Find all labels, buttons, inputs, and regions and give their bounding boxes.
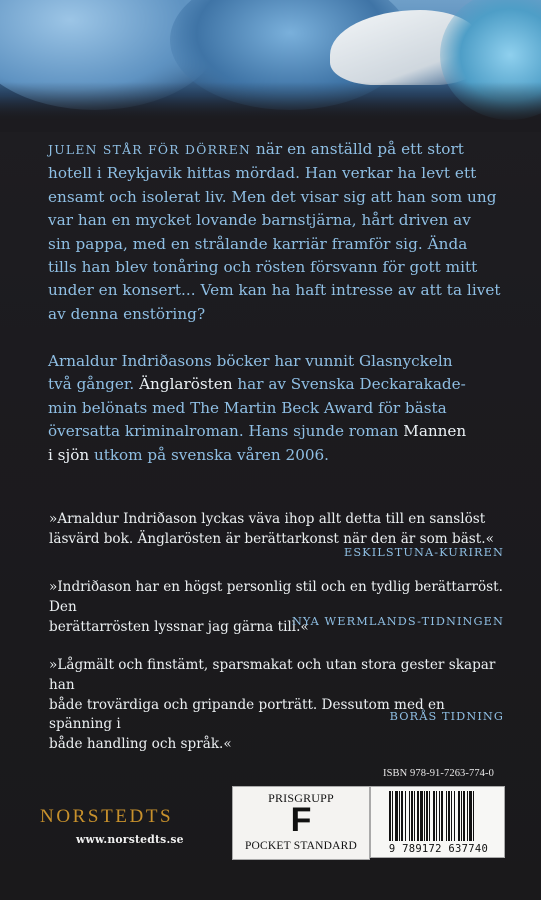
- barcode-bar: [439, 791, 440, 841]
- review-quote: »Lågmält och finstämt, sparsmakat och utan stora gester skapar han både trovärdiga och gripande porträtt. Dessutom med en spänning i både handling och språk.«: [49, 657, 496, 753]
- barcode-bar: [417, 791, 419, 841]
- book-title-i-sjon: i sjön: [48, 445, 90, 464]
- barcode-bar: [454, 791, 455, 841]
- author-info-text: Arnaldur Indriðasons böcker har vunnit Glasnyckeln två gånger. Änglarösten har av Svenska Deckarakade- min belönats med The Martin Beck Award för bästa översatta kriminalroman. Hans sjunde roman Mannen i sjön utkom på svenska våren 2006.: [48, 352, 467, 464]
- barcode-bar: [441, 791, 443, 841]
- barcode-bar: [446, 791, 447, 841]
- isbn-number: ISBN 978-91-7263-774-0: [383, 768, 494, 779]
- barcode-bar: [405, 791, 406, 841]
- barcode-bar: [448, 791, 450, 841]
- barcode-bar: [467, 791, 468, 841]
- book-title-anglarosten: Änglarösten: [139, 375, 233, 394]
- barcode-bar: [461, 791, 462, 841]
- review-quote: »Indriðason har en högst personlig stil och en tydlig berättarröst. Den berättarrösten lyssnar jag gärna till.«: [49, 579, 503, 635]
- review-quote: »Arnaldur Indriðason lyckas väva ihop allt detta till en sanslöst läsvärd bok. Änglarösten är berättarkonst när den är som bäst.«: [49, 511, 494, 547]
- price-group-box: [232, 786, 370, 860]
- photo-fade: [0, 82, 541, 132]
- barcode-bar: [401, 791, 403, 841]
- barcode-bar: [433, 791, 435, 841]
- book-title-mannen: Mannen: [403, 422, 467, 441]
- barcode-bar: [409, 791, 410, 841]
- price-group-letter: F: [290, 801, 312, 839]
- barcode-digits: 9 789172 637740: [388, 843, 489, 855]
- barcode-bar: [424, 791, 425, 841]
- barcode-bar: [473, 791, 474, 841]
- ice-cave-photo: [0, 0, 541, 120]
- barcode-bar: [389, 791, 391, 841]
- synopsis-text: JULEN STÅR FÖR DÖRREN när en anställd på ett stort hotell i Reykjavik hittas mördad. Han verkar ha levt ett ensamt och isolerat liv. Men det visar sig att han som ung var han en mycket lovande barnstjärna, hårt driven av sin pappa, med en strålande karriär framför sig. Ända tills han blev tonåring och rösten försvann för gott mitt under en konsert... Vem kan ha haft intresse av att ta livet av denna enstöring?: [48, 140, 501, 323]
- price-group-label: PRISGRUPP: [268, 791, 334, 805]
- barcode-bar: [429, 791, 430, 841]
- barcode-bars: [389, 791, 489, 841]
- barcode-bar: [392, 791, 393, 841]
- barcode-bar: [395, 791, 398, 841]
- review-source: NYA WERMLANDS-TIDNINGEN: [291, 615, 504, 628]
- publisher-url: www.norstedts.se: [76, 833, 184, 846]
- price-group-standard: POCKET STANDARD: [244, 840, 358, 852]
- barcode-bar: [469, 791, 472, 841]
- review-source: ESKILSTUNA-KURIREN: [343, 546, 504, 559]
- barcode-bar: [411, 791, 413, 841]
- barcode-bar: [463, 791, 465, 841]
- review-source: BORÅS TIDNING: [389, 710, 504, 723]
- barcode-bar: [451, 791, 452, 841]
- barcode-bar: [414, 791, 415, 841]
- barcode-bar: [436, 791, 437, 841]
- synopsis-lead: JULEN STÅR FÖR DÖRREN: [48, 143, 252, 157]
- barcode: [370, 786, 505, 858]
- barcode-bar: [458, 791, 460, 841]
- publisher-logo: NORSTEDTS: [40, 806, 174, 827]
- barcode-bar: [420, 791, 423, 841]
- barcode-bar: [399, 791, 400, 841]
- barcode-bar: [426, 791, 428, 841]
